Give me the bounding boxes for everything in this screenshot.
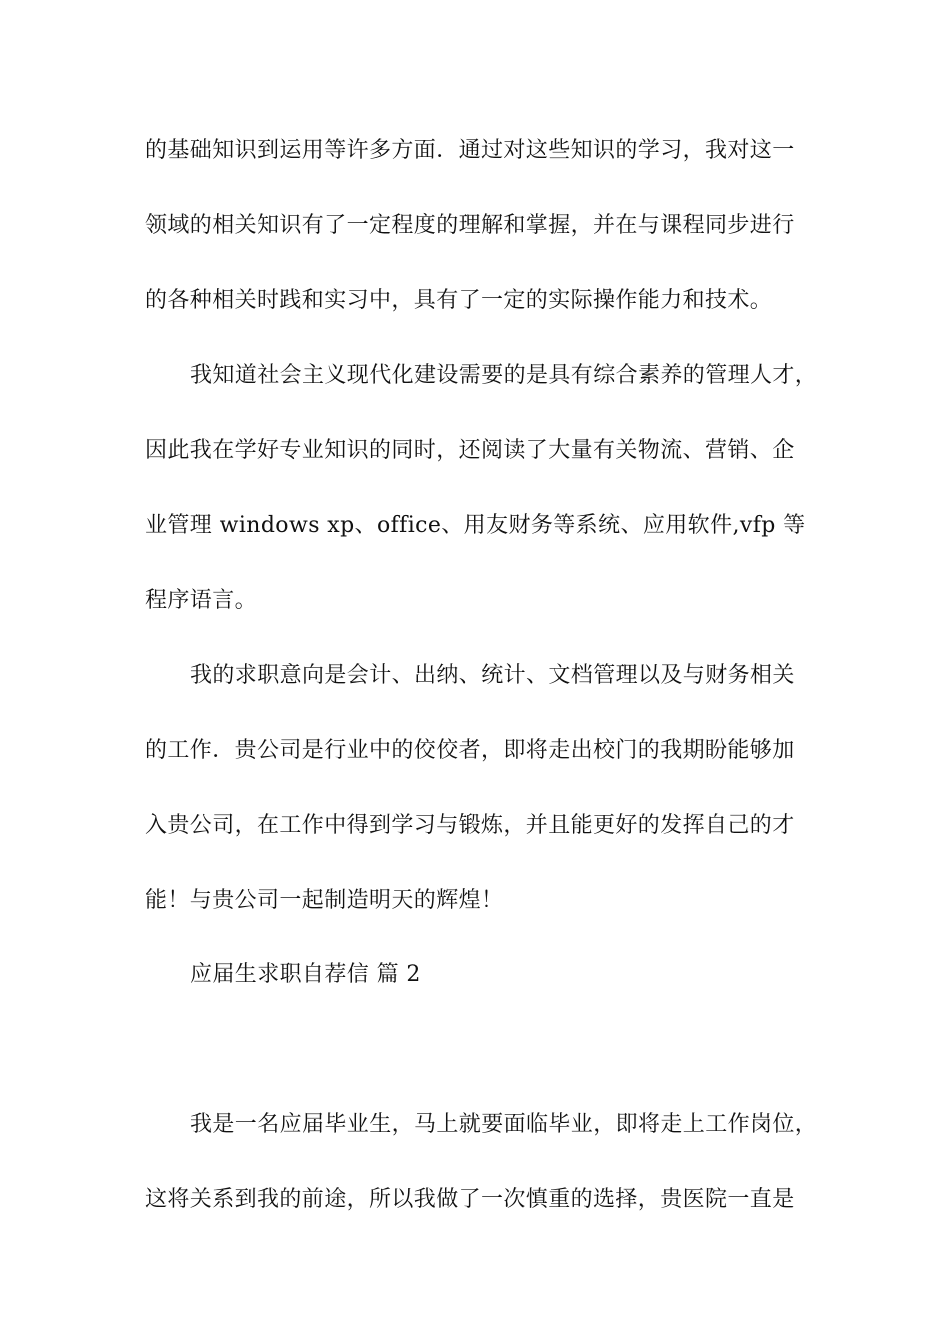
text-line: 的基础知识到运用等许多方面．通过对这些知识的学习，我对这一 <box>145 138 795 163</box>
section-heading: 应届生求职自荐信 篇 2 <box>190 962 421 987</box>
paragraph-start-line: 我的求职意向是会计、出纳、统计、文档管理以及与财务相关 <box>190 663 795 688</box>
text-line: 领域的相关知识有了一定程度的理解和掌握，并在与课程同步进行 <box>145 213 795 238</box>
text-line: 能！与贵公司一起制造明天的辉煌！ <box>145 888 504 913</box>
paragraph-start-line: 我是一名应届毕业生，马上就要面临毕业，即将走上工作岗位， <box>190 1112 818 1137</box>
text-line: 的工作．贵公司是行业中的佼佼者，即将走出校门的我期盼能够加 <box>145 738 795 763</box>
text-line: 的各种相关时践和实习中，具有了一定的实际操作能力和技术。 <box>145 288 773 313</box>
text-line: 这将关系到我的前途，所以我做了一次慎重的选择，贵医院一直是 <box>145 1187 795 1212</box>
paragraph-start-line: 我知道社会主义现代化建设需要的是具有综合素养的管理人才， <box>190 363 818 388</box>
text-line: 程序语言。 <box>145 588 258 613</box>
text-line: 因此我在学好专业知识的同时，还阅读了大量有关物流、营销、企 <box>145 438 795 463</box>
text-line: 入贵公司，在工作中得到学习与锻炼，并且能更好的发挥自己的才 <box>145 813 795 838</box>
text-line: 业管理 windows xp、office、用友财务等系统、应用软件,vfp 等 <box>145 513 806 538</box>
